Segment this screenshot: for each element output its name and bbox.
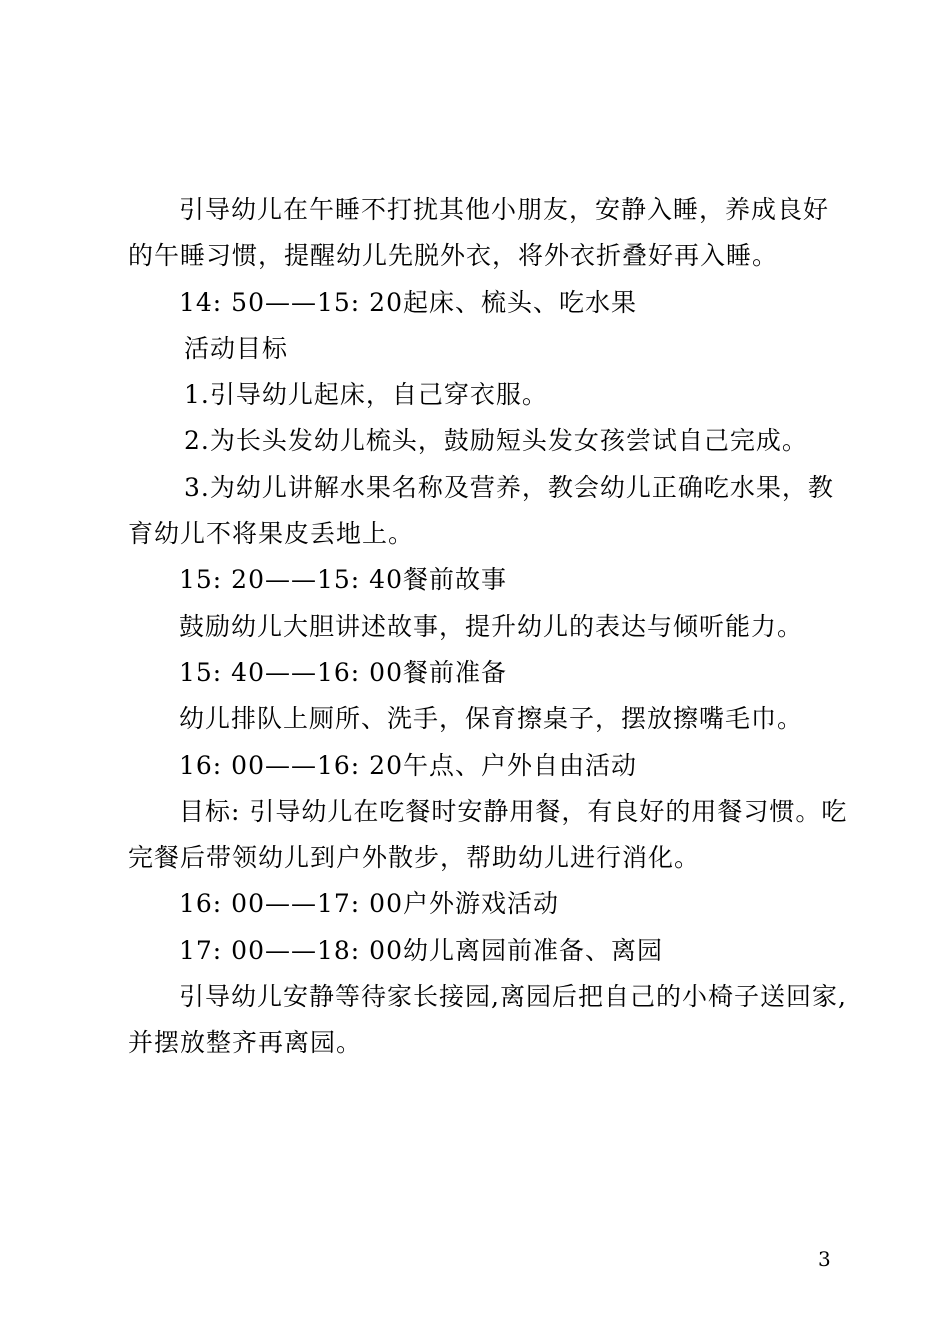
- paragraph-meal-prep: 幼儿排队上厕所、洗手，保育擦桌子，摆放擦嘴毛巾。: [179, 704, 804, 734]
- paragraph-departure-line-1: 引导幼儿安静等待家长接园,离园后把自己的小椅子送回家,: [179, 982, 847, 1012]
- page-number: 3: [818, 1247, 831, 1271]
- paragraph-nap-line-1: 引导幼儿在午睡不打扰其他小朋友，安静入睡，养成良好: [179, 195, 830, 224]
- paragraph-nap-line-2: 的午睡习惯，提醒幼儿先脱外衣，将外衣折叠好再入睡。: [128, 241, 779, 271]
- goal-item-3-line-2: 育幼儿不将果皮丢地上。: [128, 519, 415, 549]
- goal-item-1: 1.引导幼儿起床，自己穿衣服。: [184, 380, 548, 410]
- schedule-story-heading: 15: 20——15: 40餐前故事: [179, 565, 507, 595]
- paragraph-story: 鼓励幼儿大胆讲述故事，提升幼儿的表达与倾听能力。: [179, 611, 804, 641]
- schedule-outdoor-games-heading: 16: 00——17: 00户外游戏活动: [179, 889, 559, 919]
- paragraph-snack-line-2: 完餐后带领幼儿到户外散步，帮助幼儿进行消化。: [128, 843, 701, 873]
- schedule-wakeup-heading: 14: 50——15: 20起床、梳头、吃水果: [179, 287, 637, 317]
- schedule-departure-heading: 17: 00——18: 00幼儿离园前准备、离园: [179, 935, 663, 965]
- paragraph-snack-line-1: 目标: 引导幼儿在吃餐时安静用餐，有良好的用餐习惯。吃: [179, 796, 848, 826]
- goal-item-2: 2.为长头发幼儿梳头，鼓励短头发女孩尝试自己完成。: [184, 426, 808, 456]
- schedule-snack-heading: 16: 00——16: 20午点、户外自由活动: [179, 750, 637, 780]
- body-text: [128, 187, 848, 1067]
- goal-item-3-line-1: 3.为幼儿讲解水果名称及营养，教会幼儿正确吃水果，教: [184, 472, 834, 502]
- activity-goals-heading: 活动目标: [184, 333, 289, 363]
- schedule-meal-prep-heading: 15: 40——16: 00餐前准备: [179, 657, 507, 687]
- paragraph-departure-line-2: 并摆放整齐再离园。: [128, 1028, 363, 1058]
